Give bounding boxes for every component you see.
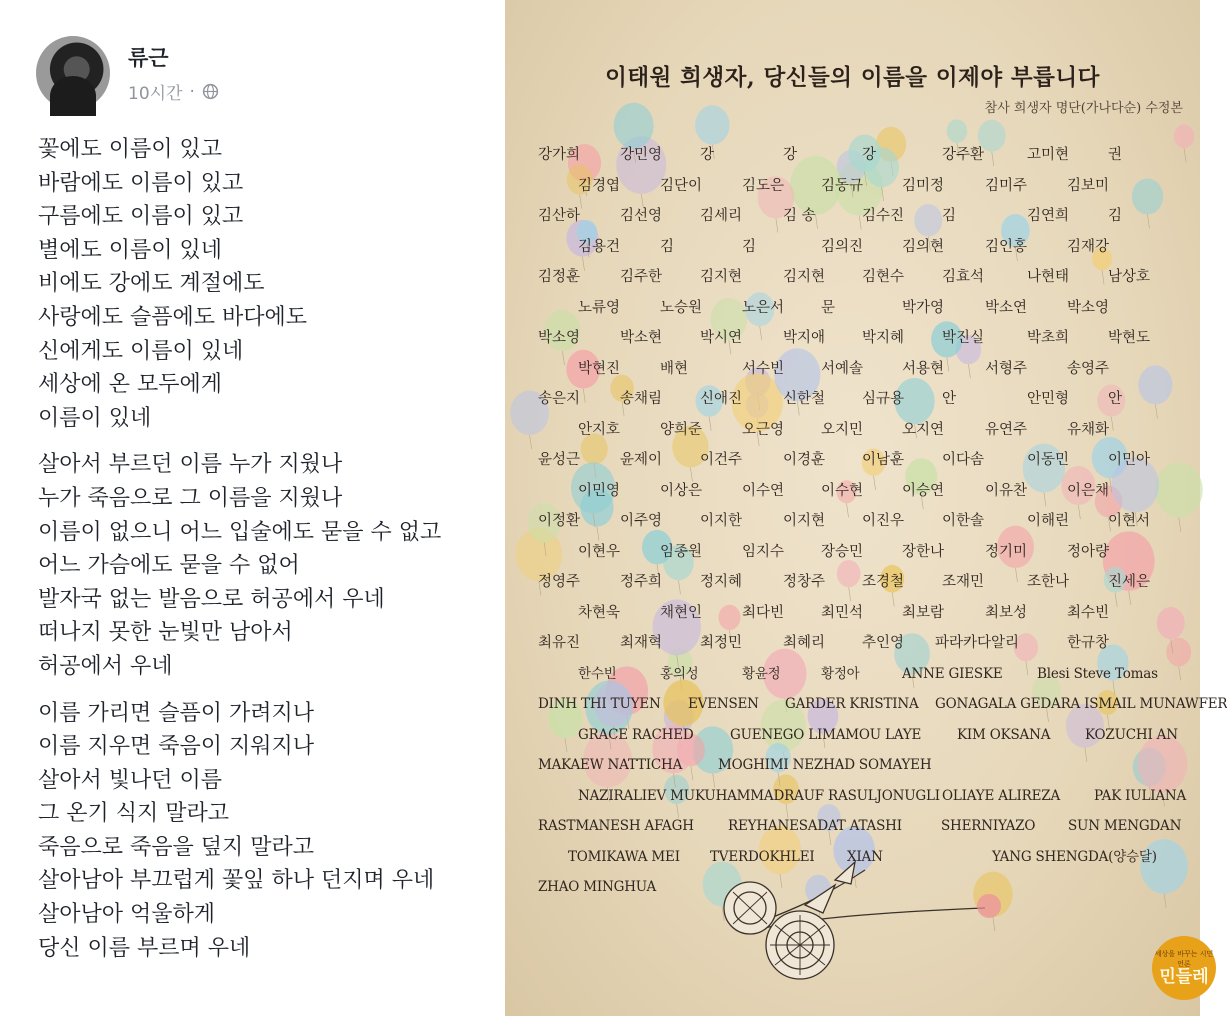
victim-name: 최보람	[902, 605, 945, 621]
poem-line: 이름 지우면 죽음이 지워지나	[38, 734, 315, 760]
victim-name: ZHAO MINGHUA	[538, 879, 657, 895]
victim-name: 김세리	[700, 208, 743, 224]
poem-line: 이름 가리면 슬픔이 가려지나	[38, 700, 315, 726]
victim-name: 박현도	[1108, 330, 1151, 346]
logo-tagline: 세상을 바꾸는 시민언론	[1154, 950, 1214, 968]
victim-name: RASTMANESH AFAGH	[538, 818, 694, 834]
poem-line: 사랑에도 슬픔에도 바다에도	[38, 304, 308, 330]
victim-name: 박소현	[620, 330, 663, 346]
victim-name: 임지수	[742, 544, 785, 560]
victim-name: 안지호	[578, 422, 621, 438]
chrysanthemum-illustration	[505, 0, 1200, 1016]
minddle-logo	[1152, 936, 1216, 1000]
victim-name: 신애진	[700, 391, 743, 407]
globe-icon[interactable]	[202, 83, 219, 100]
victim-name: 송채림	[620, 391, 663, 407]
victim-name: 정주희	[620, 574, 663, 590]
victim-name: 김현수	[862, 269, 905, 285]
victim-name: 이현서	[1108, 513, 1151, 529]
victim-name: 김정훈	[538, 269, 581, 285]
victim-name: 추인영	[862, 635, 905, 651]
poem-line: 떠나지 못한 눈빛만 남아서	[38, 620, 293, 646]
victim-name: 정지혜	[700, 574, 743, 590]
victim-name: 김의진	[821, 239, 864, 255]
victim-name: 조한나	[1027, 574, 1070, 590]
victim-name: 김 송	[783, 208, 816, 224]
victim-name: 윤제이	[620, 452, 663, 468]
victim-name: 노류영	[578, 300, 621, 316]
victim-name: 김미정	[902, 178, 945, 194]
victim-name: SUN MENGDAN	[1068, 818, 1182, 834]
victim-name: OLIAYE ALIREZA	[942, 788, 1061, 804]
poem-line: 살아남아 부끄럽게 꽃잎 하나 던지며 우네	[38, 868, 435, 894]
post-meta	[128, 79, 219, 104]
victim-name: 서수빈	[742, 361, 785, 377]
victim-name: 노은서	[742, 300, 785, 316]
victim-name: 서용현	[902, 361, 945, 377]
victim-name: 이해린	[1027, 513, 1070, 529]
poster-subtitle: 참사 희생자 명단(가나다순) 수정본	[984, 101, 1183, 116]
victim-name: 조경철	[862, 574, 905, 590]
victim-name: 한규창	[1067, 635, 1110, 651]
victim-name: Blesi Steve Tomas	[1037, 666, 1158, 682]
victim-name: 임종원	[660, 544, 703, 560]
victim-name: ANNE GIESKE	[902, 666, 1003, 682]
victim-name: 김보미	[1067, 178, 1110, 194]
victim-name: DINH THI TUYEN	[538, 696, 661, 712]
victim-name: 강	[783, 147, 798, 163]
victim-name: 송영주	[1067, 361, 1110, 377]
victim-name: 정아량	[1067, 544, 1110, 560]
victim-name: 진세은	[1108, 574, 1151, 590]
victim-name: 최정민	[700, 635, 743, 651]
victim-name: 이민아	[1108, 452, 1151, 468]
poem-line: 어느 가슴에도 묻을 수 없어	[38, 553, 300, 579]
poem-stanza	[38, 697, 498, 966]
post-timestamp[interactable]: 10시간	[128, 84, 183, 104]
victim-name: MAKAEW NATTICHA	[538, 757, 683, 773]
victim-name: 강	[700, 147, 715, 163]
poem-line: 세상에 온 모두에게	[38, 372, 223, 398]
victim-name: 강가희	[538, 147, 581, 163]
victim-name: 박소영	[538, 330, 581, 346]
victim-name: 강민영	[620, 147, 663, 163]
victim-name: 신한철	[783, 391, 826, 407]
victim-name: 김지현	[783, 269, 826, 285]
victim-name: 송은지	[538, 391, 581, 407]
poem-line: 비에도 강에도 계절에도	[38, 271, 265, 297]
victim-name: 파라카다알리	[935, 635, 1020, 651]
victim-name: 이지현	[783, 513, 826, 529]
victim-name: 최민석	[821, 605, 864, 621]
victim-name: 권	[1108, 147, 1123, 163]
victim-name: 박지혜	[862, 330, 905, 346]
poem-line: 살아서 빛나던 이름	[38, 767, 223, 793]
victim-name: GRACE RACHED	[578, 727, 694, 743]
victim-name: 황정아	[821, 666, 860, 682]
victim-name: 이남훈	[862, 452, 905, 468]
victim-name: YANG SHENGDA(양승달)	[992, 849, 1157, 865]
victim-name: 박지애	[783, 330, 826, 346]
victim-name: TOMIKAWA MEI	[568, 849, 680, 865]
victim-name: GONAGALA GEDARA ISMAIL MUNAWFER	[935, 696, 1227, 712]
victim-name: 이한솔	[942, 513, 985, 529]
victim-name: 남상호	[1108, 269, 1151, 285]
victim-name: 김단이	[660, 178, 703, 194]
poem-line: 당신 이름 부르며 우네	[38, 935, 251, 961]
victim-name: 황윤정	[742, 666, 781, 682]
victim-name: XIAN	[847, 849, 883, 865]
victim-name: 문	[821, 300, 836, 316]
victim-name: NAZIRALIEV MUKUHAMMADRAUF RASULJONUGLI	[578, 788, 940, 804]
poem-line: 허공에서 우네	[38, 653, 173, 679]
victim-name: 김의현	[902, 239, 945, 255]
victim-name: 고미현	[1027, 147, 1070, 163]
post-panel	[0, 0, 505, 1016]
victim-name: 이지한	[700, 513, 743, 529]
victim-name: 이현우	[578, 544, 621, 560]
victim-name: 최보성	[985, 605, 1028, 621]
victim-name: 김	[1108, 208, 1123, 224]
victim-name: 홍의성	[660, 666, 699, 682]
victim-name: 이유찬	[985, 483, 1028, 499]
victim-name: 정기미	[985, 544, 1028, 560]
victim-name: GUENEGO LIMAMOU LAYE	[730, 727, 922, 743]
victim-name: 조재민	[942, 574, 985, 590]
victim-name: 오근영	[742, 422, 785, 438]
victim-name: 김산하	[538, 208, 581, 224]
victim-name: 박진실	[942, 330, 985, 346]
victim-name: 서형주	[985, 361, 1028, 377]
victim-name: 강주환	[942, 147, 985, 163]
avatar[interactable]	[36, 36, 110, 110]
victim-name: 서예솔	[821, 361, 864, 377]
victim-name: 이정환	[538, 513, 581, 529]
victim-name: 이수연	[742, 483, 785, 499]
victim-name: 유연주	[985, 422, 1028, 438]
poem-stanza	[38, 133, 498, 435]
victim-name: TVERDOKHLEI	[710, 849, 815, 865]
post-body	[38, 133, 498, 978]
poem-line: 바람에도 이름이 있고	[38, 170, 244, 196]
victim-name: 김효석	[942, 269, 985, 285]
victim-name: 정창주	[783, 574, 826, 590]
victim-name: 양희준	[660, 422, 703, 438]
poem-line: 살아남아 억울하게	[38, 902, 216, 928]
victim-name: 윤성근	[538, 452, 581, 468]
victim-name: 최혜리	[783, 635, 826, 651]
poem-stanza	[38, 448, 498, 683]
victim-name: 최재혁	[620, 635, 663, 651]
victim-name: 김용건	[578, 239, 621, 255]
victim-name: 장승민	[821, 544, 864, 560]
victim-name: 안	[942, 391, 957, 407]
victim-name: 이건주	[700, 452, 743, 468]
memorial-poster	[505, 0, 1227, 1016]
victim-name: 박시연	[700, 330, 743, 346]
victim-name: 이다솜	[942, 452, 985, 468]
victim-name: 김인홍	[985, 239, 1028, 255]
victim-name: 김	[942, 208, 957, 224]
victim-name: 이상은	[660, 483, 703, 499]
victim-name: 안민형	[1027, 391, 1070, 407]
victim-name: 정영주	[538, 574, 581, 590]
victim-name: 김주한	[620, 269, 663, 285]
victim-name: 김지현	[700, 269, 743, 285]
victim-name: 이동민	[1027, 452, 1070, 468]
victim-name: 김수진	[862, 208, 905, 224]
victim-name: 이은채	[1067, 483, 1110, 499]
victim-name: 김도은	[742, 178, 785, 194]
victim-name: 이민영	[578, 483, 621, 499]
victim-name: GARDER KRISTINA	[785, 696, 919, 712]
victim-name: KOZUCHI AN	[1085, 727, 1178, 743]
victim-name: 김연희	[1027, 208, 1070, 224]
poem-line: 누가 죽음으로 그 이름을 지웠나	[38, 485, 343, 511]
victim-name: 한수빈	[578, 666, 617, 682]
victim-name: 김재강	[1067, 239, 1110, 255]
victim-name: 오지연	[902, 422, 945, 438]
victim-name: 김선영	[620, 208, 663, 224]
author-name[interactable]: 류근	[128, 46, 169, 70]
victim-name: 장한나	[902, 544, 945, 560]
victim-name: 배현	[660, 361, 689, 377]
victim-name: KIM OKSANA	[957, 727, 1051, 743]
victim-name: 심규용	[862, 391, 905, 407]
victim-name: 오지민	[821, 422, 864, 438]
poem-line: 신에게도 이름이 있네	[38, 338, 244, 364]
poem-line: 구름에도 이름이 있고	[38, 204, 244, 230]
poem-line: 살아서 부르던 이름 누가 지웠나	[38, 452, 343, 478]
victim-name: 이승연	[902, 483, 945, 499]
poem-line: 그 온기 식지 말라고	[38, 801, 229, 827]
poem-line: 별에도 이름이 있네	[38, 237, 223, 263]
victim-name: SHERNIYAZO	[941, 818, 1036, 834]
victim-name: 노승원	[660, 300, 703, 316]
meta-separator: ·	[189, 81, 195, 102]
poster-title: 이태원 희생자, 당신들의 이름을 이제야 부릅니다	[605, 65, 1100, 91]
victim-name: 차현욱	[578, 605, 621, 621]
victim-name: 최유진	[538, 635, 581, 651]
victim-name: 강	[862, 147, 877, 163]
victim-name: 박초희	[1027, 330, 1070, 346]
victim-name: 김	[660, 239, 675, 255]
victim-name: 이진우	[862, 513, 905, 529]
poem-line: 이름이 없으니 어느 입술에도 묻을 수 없고	[38, 519, 442, 545]
poem-line: 이름이 있네	[38, 405, 152, 431]
victim-name: 이주영	[620, 513, 663, 529]
victim-name: 박소영	[1067, 300, 1110, 316]
poem-line: 발자국 없는 발음으로 허공에서 우네	[38, 586, 385, 612]
poem-line: 죽음으로 죽음을 덮지 말라고	[38, 834, 315, 860]
victim-name: 나현태	[1027, 269, 1070, 285]
victim-name: 박현진	[578, 361, 621, 377]
victim-name: 이경훈	[783, 452, 826, 468]
victim-name: MOGHIMI NEZHAD SOMAYEH	[718, 757, 932, 773]
victim-name: 박소연	[985, 300, 1028, 316]
victim-name: EVENSEN	[688, 696, 759, 712]
victim-name: 안	[1108, 391, 1123, 407]
victim-name: 김	[742, 239, 757, 255]
victim-name: PAK IULIANA	[1094, 788, 1187, 804]
victim-name: 이수현	[821, 483, 864, 499]
victim-name: REYHANESADAT ATASHI	[728, 818, 902, 834]
logo-wordmark: 민들레	[1159, 967, 1209, 987]
poem-line: 꽃에도 이름이 있고	[38, 137, 223, 162]
victim-name: 유채화	[1067, 422, 1110, 438]
victim-name: 박가영	[902, 300, 945, 316]
victim-name: 최다빈	[742, 605, 785, 621]
victim-name: 김미주	[985, 178, 1028, 194]
victim-name: 최수빈	[1067, 605, 1110, 621]
victim-name: 김경엽	[578, 178, 621, 194]
victim-name: 채현인	[660, 605, 703, 621]
victim-name: 김동규	[821, 178, 864, 194]
